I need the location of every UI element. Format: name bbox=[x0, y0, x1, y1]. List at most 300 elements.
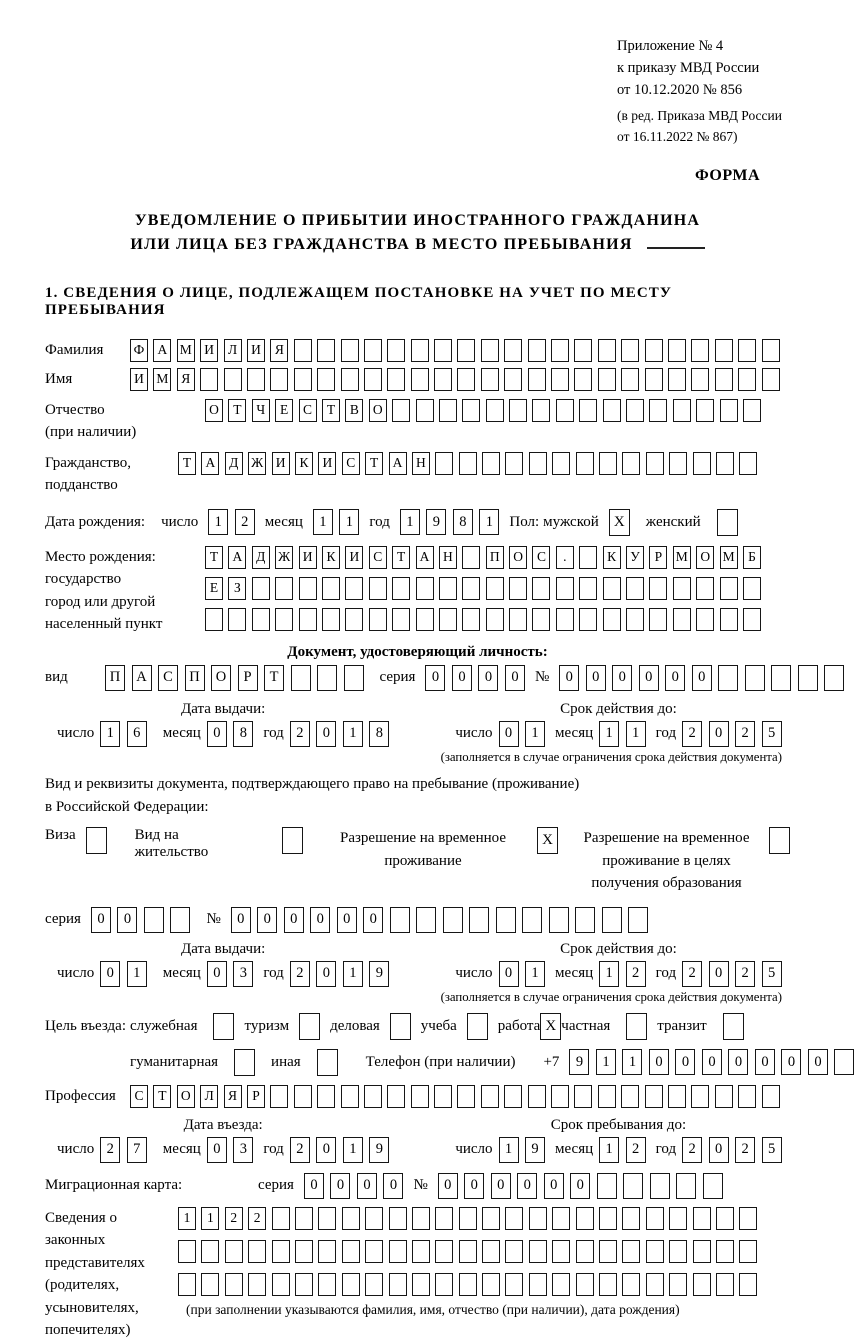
char-box[interactable] bbox=[365, 1207, 383, 1230]
char-box[interactable] bbox=[673, 577, 691, 600]
char-box[interactable]: 3 bbox=[233, 961, 253, 987]
char-box[interactable] bbox=[738, 339, 756, 362]
char-box[interactable] bbox=[342, 1273, 360, 1296]
char-box[interactable] bbox=[532, 577, 550, 600]
char-box[interactable]: З bbox=[228, 577, 246, 600]
char-box[interactable] bbox=[715, 1085, 733, 1108]
char-box[interactable] bbox=[696, 608, 714, 631]
char-box[interactable] bbox=[743, 399, 761, 422]
char-box[interactable]: 2 bbox=[235, 509, 255, 535]
char-box[interactable]: 0 bbox=[117, 907, 137, 933]
char-box[interactable] bbox=[345, 608, 363, 631]
char-box[interactable] bbox=[322, 577, 340, 600]
char-box[interactable]: Л bbox=[224, 339, 242, 362]
char-box[interactable]: 0 bbox=[100, 961, 120, 987]
char-box[interactable] bbox=[621, 368, 639, 391]
char-box[interactable] bbox=[344, 665, 364, 691]
char-box[interactable] bbox=[365, 1273, 383, 1296]
char-box[interactable] bbox=[720, 577, 738, 600]
char-box[interactable] bbox=[824, 665, 844, 691]
char-box[interactable]: Е bbox=[205, 577, 223, 600]
char-box[interactable] bbox=[443, 907, 463, 933]
char-box[interactable] bbox=[739, 452, 757, 475]
char-box[interactable] bbox=[576, 1240, 594, 1263]
checkbox[interactable]: X bbox=[537, 827, 558, 854]
char-box[interactable] bbox=[481, 1085, 499, 1108]
char-box[interactable]: М bbox=[673, 546, 691, 569]
char-box[interactable] bbox=[505, 1207, 523, 1230]
char-box[interactable]: 9 bbox=[369, 1137, 389, 1163]
char-box[interactable]: А bbox=[153, 339, 171, 362]
char-box[interactable] bbox=[693, 1240, 711, 1263]
char-box[interactable]: 1 bbox=[339, 509, 359, 535]
char-box[interactable]: М bbox=[177, 339, 195, 362]
char-box[interactable] bbox=[602, 907, 622, 933]
char-box[interactable] bbox=[743, 577, 761, 600]
char-box[interactable]: И bbox=[200, 339, 218, 362]
char-box[interactable] bbox=[459, 1207, 477, 1230]
char-box[interactable]: 0 bbox=[464, 1173, 484, 1199]
char-box[interactable]: 7 bbox=[127, 1137, 147, 1163]
char-box[interactable] bbox=[715, 339, 733, 362]
char-box[interactable] bbox=[439, 608, 457, 631]
char-box[interactable] bbox=[435, 1273, 453, 1296]
char-box[interactable]: 1 bbox=[343, 721, 363, 747]
char-box[interactable]: П bbox=[185, 665, 205, 691]
char-box[interactable] bbox=[599, 1240, 617, 1263]
char-box[interactable]: С bbox=[299, 399, 317, 422]
char-box[interactable]: 2 bbox=[290, 1137, 310, 1163]
char-box[interactable] bbox=[459, 452, 477, 475]
char-box[interactable] bbox=[459, 1273, 477, 1296]
char-box[interactable] bbox=[575, 907, 595, 933]
char-box[interactable] bbox=[225, 1273, 243, 1296]
char-box[interactable] bbox=[295, 1273, 313, 1296]
char-box[interactable] bbox=[552, 452, 570, 475]
char-box[interactable] bbox=[248, 1240, 266, 1263]
char-box[interactable] bbox=[411, 1085, 429, 1108]
checkbox[interactable] bbox=[769, 827, 790, 854]
char-box[interactable]: 0 bbox=[257, 907, 277, 933]
char-box[interactable]: 2 bbox=[682, 721, 702, 747]
char-box[interactable]: 0 bbox=[728, 1049, 748, 1075]
char-box[interactable]: 0 bbox=[316, 961, 336, 987]
char-box[interactable] bbox=[549, 907, 569, 933]
char-box[interactable] bbox=[178, 1273, 196, 1296]
char-box[interactable] bbox=[650, 1173, 670, 1199]
char-box[interactable]: С bbox=[369, 546, 387, 569]
char-box[interactable] bbox=[522, 907, 542, 933]
char-box[interactable] bbox=[486, 577, 504, 600]
char-box[interactable] bbox=[693, 452, 711, 475]
checkbox[interactable] bbox=[299, 1013, 320, 1040]
char-box[interactable]: К bbox=[295, 452, 313, 475]
char-box[interactable] bbox=[322, 608, 340, 631]
char-box[interactable] bbox=[739, 1207, 757, 1230]
char-box[interactable]: Я bbox=[224, 1085, 242, 1108]
char-box[interactable] bbox=[462, 608, 480, 631]
char-box[interactable]: Р bbox=[238, 665, 258, 691]
char-box[interactable] bbox=[482, 1273, 500, 1296]
char-box[interactable] bbox=[252, 608, 270, 631]
char-box[interactable] bbox=[291, 665, 311, 691]
char-box[interactable]: 9 bbox=[569, 1049, 589, 1075]
char-box[interactable]: 0 bbox=[505, 665, 525, 691]
char-box[interactable] bbox=[342, 1207, 360, 1230]
char-box[interactable] bbox=[649, 399, 667, 422]
char-box[interactable] bbox=[528, 368, 546, 391]
char-box[interactable] bbox=[439, 399, 457, 422]
char-box[interactable]: 8 bbox=[453, 509, 473, 535]
char-box[interactable] bbox=[201, 1273, 219, 1296]
checkbox[interactable] bbox=[467, 1013, 488, 1040]
char-box[interactable]: И bbox=[247, 339, 265, 362]
char-box[interactable] bbox=[457, 368, 475, 391]
char-box[interactable] bbox=[482, 1207, 500, 1230]
char-box[interactable]: А bbox=[132, 665, 152, 691]
char-box[interactable]: 0 bbox=[517, 1173, 537, 1199]
char-box[interactable]: В bbox=[345, 399, 363, 422]
char-box[interactable]: Т bbox=[153, 1085, 171, 1108]
char-box[interactable]: 1 bbox=[400, 509, 420, 535]
char-box[interactable]: 0 bbox=[91, 907, 111, 933]
char-box[interactable] bbox=[738, 368, 756, 391]
char-box[interactable]: 0 bbox=[781, 1049, 801, 1075]
char-box[interactable]: 0 bbox=[570, 1173, 590, 1199]
char-box[interactable] bbox=[318, 1273, 336, 1296]
char-box[interactable] bbox=[294, 1085, 312, 1108]
char-box[interactable] bbox=[743, 608, 761, 631]
char-box[interactable] bbox=[270, 1085, 288, 1108]
char-box[interactable]: 1 bbox=[626, 721, 646, 747]
char-box[interactable] bbox=[552, 1207, 570, 1230]
char-box[interactable]: К bbox=[322, 546, 340, 569]
char-box[interactable]: 5 bbox=[762, 721, 782, 747]
char-box[interactable]: И bbox=[272, 452, 290, 475]
char-box[interactable]: 1 bbox=[313, 509, 333, 535]
char-box[interactable] bbox=[416, 907, 436, 933]
char-box[interactable] bbox=[272, 1207, 290, 1230]
char-box[interactable] bbox=[645, 1085, 663, 1108]
char-box[interactable] bbox=[703, 1173, 723, 1199]
char-box[interactable] bbox=[669, 1207, 687, 1230]
char-box[interactable] bbox=[482, 1240, 500, 1263]
char-box[interactable]: 0 bbox=[586, 665, 606, 691]
char-box[interactable]: П bbox=[105, 665, 125, 691]
char-box[interactable]: 0 bbox=[304, 1173, 324, 1199]
char-box[interactable]: С bbox=[158, 665, 178, 691]
char-box[interactable]: 0 bbox=[310, 907, 330, 933]
char-box[interactable] bbox=[646, 452, 664, 475]
char-box[interactable]: Б bbox=[743, 546, 761, 569]
char-box[interactable]: 0 bbox=[438, 1173, 458, 1199]
char-box[interactable]: 0 bbox=[559, 665, 579, 691]
char-box[interactable] bbox=[505, 1273, 523, 1296]
char-box[interactable] bbox=[739, 1240, 757, 1263]
char-box[interactable] bbox=[434, 1085, 452, 1108]
char-box[interactable] bbox=[341, 339, 359, 362]
char-box[interactable]: 0 bbox=[702, 1049, 722, 1075]
char-box[interactable] bbox=[416, 399, 434, 422]
char-box[interactable] bbox=[646, 1273, 664, 1296]
char-box[interactable] bbox=[435, 1240, 453, 1263]
char-box[interactable] bbox=[762, 339, 780, 362]
char-box[interactable] bbox=[579, 608, 597, 631]
char-box[interactable] bbox=[669, 1240, 687, 1263]
char-box[interactable]: Ч bbox=[252, 399, 270, 422]
char-box[interactable] bbox=[247, 368, 265, 391]
char-box[interactable] bbox=[528, 1085, 546, 1108]
char-box[interactable]: . bbox=[556, 546, 574, 569]
char-box[interactable] bbox=[294, 339, 312, 362]
char-box[interactable]: 8 bbox=[233, 721, 253, 747]
char-box[interactable] bbox=[715, 368, 733, 391]
char-box[interactable] bbox=[576, 1207, 594, 1230]
char-box[interactable]: 0 bbox=[316, 1137, 336, 1163]
char-box[interactable] bbox=[364, 339, 382, 362]
char-box[interactable]: 1 bbox=[622, 1049, 642, 1075]
char-box[interactable]: 0 bbox=[709, 1137, 729, 1163]
char-box[interactable]: И bbox=[318, 452, 336, 475]
char-box[interactable]: 2 bbox=[290, 721, 310, 747]
char-box[interactable]: И bbox=[345, 546, 363, 569]
char-box[interactable]: 1 bbox=[599, 1137, 619, 1163]
char-box[interactable] bbox=[294, 368, 312, 391]
char-box[interactable] bbox=[392, 608, 410, 631]
char-box[interactable] bbox=[170, 907, 190, 933]
char-box[interactable] bbox=[345, 577, 363, 600]
char-box[interactable] bbox=[481, 368, 499, 391]
char-box[interactable] bbox=[411, 339, 429, 362]
char-box[interactable] bbox=[798, 665, 818, 691]
char-box[interactable] bbox=[509, 608, 527, 631]
char-box[interactable]: 0 bbox=[478, 665, 498, 691]
char-box[interactable] bbox=[645, 368, 663, 391]
char-box[interactable] bbox=[576, 452, 594, 475]
char-box[interactable]: 5 bbox=[762, 1137, 782, 1163]
char-box[interactable] bbox=[317, 339, 335, 362]
char-box[interactable]: Р bbox=[247, 1085, 265, 1108]
char-box[interactable] bbox=[299, 577, 317, 600]
char-box[interactable] bbox=[462, 546, 480, 569]
char-box[interactable]: Т bbox=[322, 399, 340, 422]
char-box[interactable]: 2 bbox=[682, 961, 702, 987]
checkbox[interactable] bbox=[717, 509, 738, 536]
char-box[interactable] bbox=[556, 399, 574, 422]
char-box[interactable]: 0 bbox=[808, 1049, 828, 1075]
char-box[interactable] bbox=[529, 452, 547, 475]
char-box[interactable]: О bbox=[177, 1085, 195, 1108]
char-box[interactable] bbox=[295, 1240, 313, 1263]
char-box[interactable]: И bbox=[130, 368, 148, 391]
checkbox[interactable] bbox=[282, 827, 303, 854]
char-box[interactable] bbox=[144, 907, 164, 933]
char-box[interactable] bbox=[529, 1240, 547, 1263]
char-box[interactable]: А bbox=[201, 452, 219, 475]
char-box[interactable] bbox=[621, 1085, 639, 1108]
char-box[interactable]: 1 bbox=[178, 1207, 196, 1230]
char-box[interactable] bbox=[317, 665, 337, 691]
char-box[interactable] bbox=[435, 452, 453, 475]
char-box[interactable] bbox=[412, 1207, 430, 1230]
char-box[interactable] bbox=[364, 1085, 382, 1108]
char-box[interactable] bbox=[696, 399, 714, 422]
char-box[interactable] bbox=[556, 608, 574, 631]
char-box[interactable] bbox=[412, 1240, 430, 1263]
char-box[interactable]: 0 bbox=[425, 665, 445, 691]
char-box[interactable]: 0 bbox=[363, 907, 383, 933]
char-box[interactable] bbox=[504, 368, 522, 391]
char-box[interactable] bbox=[504, 339, 522, 362]
char-box[interactable]: 1 bbox=[208, 509, 228, 535]
char-box[interactable] bbox=[505, 1240, 523, 1263]
char-box[interactable] bbox=[504, 1085, 522, 1108]
char-box[interactable] bbox=[439, 577, 457, 600]
char-box[interactable] bbox=[364, 368, 382, 391]
char-box[interactable] bbox=[509, 399, 527, 422]
char-box[interactable] bbox=[389, 1207, 407, 1230]
char-box[interactable] bbox=[649, 577, 667, 600]
char-box[interactable] bbox=[317, 368, 335, 391]
char-box[interactable] bbox=[626, 399, 644, 422]
char-box[interactable] bbox=[482, 452, 500, 475]
char-box[interactable]: 2 bbox=[735, 721, 755, 747]
char-box[interactable] bbox=[622, 452, 640, 475]
char-box[interactable] bbox=[669, 452, 687, 475]
char-box[interactable]: Ж bbox=[248, 452, 266, 475]
char-box[interactable] bbox=[716, 1273, 734, 1296]
char-box[interactable]: 5 bbox=[762, 961, 782, 987]
checkbox[interactable] bbox=[723, 1013, 744, 1040]
char-box[interactable] bbox=[275, 577, 293, 600]
char-box[interactable] bbox=[528, 339, 546, 362]
char-box[interactable] bbox=[645, 339, 663, 362]
char-box[interactable] bbox=[532, 399, 550, 422]
char-box[interactable]: 1 bbox=[201, 1207, 219, 1230]
char-box[interactable] bbox=[272, 1240, 290, 1263]
char-box[interactable]: А bbox=[389, 452, 407, 475]
char-box[interactable] bbox=[387, 368, 405, 391]
char-box[interactable] bbox=[762, 1085, 780, 1108]
char-box[interactable]: 2 bbox=[290, 961, 310, 987]
char-box[interactable] bbox=[669, 1273, 687, 1296]
char-box[interactable]: М bbox=[153, 368, 171, 391]
char-box[interactable] bbox=[228, 608, 246, 631]
char-box[interactable] bbox=[738, 1085, 756, 1108]
char-box[interactable] bbox=[597, 1173, 617, 1199]
char-box[interactable]: С bbox=[532, 546, 550, 569]
char-box[interactable]: 0 bbox=[330, 1173, 350, 1199]
char-box[interactable]: 1 bbox=[525, 721, 545, 747]
char-box[interactable] bbox=[603, 399, 621, 422]
char-box[interactable] bbox=[626, 608, 644, 631]
checkbox[interactable]: X bbox=[609, 509, 630, 536]
char-box[interactable]: О bbox=[696, 546, 714, 569]
char-box[interactable]: Т bbox=[392, 546, 410, 569]
char-box[interactable] bbox=[646, 1207, 664, 1230]
char-box[interactable] bbox=[646, 1240, 664, 1263]
char-box[interactable]: 1 bbox=[525, 961, 545, 987]
char-box[interactable] bbox=[387, 1085, 405, 1108]
char-box[interactable]: 0 bbox=[316, 721, 336, 747]
char-box[interactable]: Т bbox=[228, 399, 246, 422]
char-box[interactable] bbox=[532, 608, 550, 631]
char-box[interactable]: И bbox=[299, 546, 317, 569]
char-box[interactable]: Е bbox=[275, 399, 293, 422]
char-box[interactable] bbox=[341, 368, 359, 391]
char-box[interactable] bbox=[416, 608, 434, 631]
char-box[interactable]: 0 bbox=[357, 1173, 377, 1199]
char-box[interactable]: 9 bbox=[426, 509, 446, 535]
char-box[interactable]: 2 bbox=[735, 961, 755, 987]
char-box[interactable] bbox=[552, 1240, 570, 1263]
char-box[interactable] bbox=[622, 1240, 640, 1263]
char-box[interactable] bbox=[626, 577, 644, 600]
char-box[interactable] bbox=[579, 577, 597, 600]
char-box[interactable]: 1 bbox=[499, 1137, 519, 1163]
char-box[interactable]: 1 bbox=[479, 509, 499, 535]
char-box[interactable] bbox=[457, 1085, 475, 1108]
char-box[interactable]: О bbox=[211, 665, 231, 691]
char-box[interactable] bbox=[295, 1207, 313, 1230]
checkbox[interactable] bbox=[390, 1013, 411, 1040]
char-box[interactable]: 1 bbox=[599, 961, 619, 987]
char-box[interactable] bbox=[392, 399, 410, 422]
char-box[interactable] bbox=[649, 608, 667, 631]
char-box[interactable] bbox=[718, 665, 738, 691]
char-box[interactable] bbox=[412, 1273, 430, 1296]
char-box[interactable]: Р bbox=[649, 546, 667, 569]
char-box[interactable]: С bbox=[342, 452, 360, 475]
char-box[interactable] bbox=[365, 1240, 383, 1263]
char-box[interactable] bbox=[435, 1207, 453, 1230]
char-box[interactable] bbox=[668, 1085, 686, 1108]
char-box[interactable]: 0 bbox=[692, 665, 712, 691]
char-box[interactable] bbox=[552, 1273, 570, 1296]
char-box[interactable]: Т bbox=[264, 665, 284, 691]
char-box[interactable] bbox=[673, 399, 691, 422]
char-box[interactable] bbox=[551, 368, 569, 391]
char-box[interactable] bbox=[598, 1085, 616, 1108]
char-box[interactable] bbox=[496, 907, 516, 933]
char-box[interactable] bbox=[668, 368, 686, 391]
char-box[interactable]: П bbox=[486, 546, 504, 569]
checkbox[interactable] bbox=[317, 1049, 338, 1076]
char-box[interactable] bbox=[599, 1207, 617, 1230]
char-box[interactable]: 0 bbox=[675, 1049, 695, 1075]
char-box[interactable] bbox=[745, 665, 765, 691]
char-box[interactable] bbox=[390, 907, 410, 933]
char-box[interactable] bbox=[598, 368, 616, 391]
char-box[interactable] bbox=[225, 1240, 243, 1263]
char-box[interactable] bbox=[275, 608, 293, 631]
char-box[interactable] bbox=[505, 452, 523, 475]
char-box[interactable]: Я bbox=[177, 368, 195, 391]
char-box[interactable] bbox=[771, 665, 791, 691]
char-box[interactable]: Т bbox=[178, 452, 196, 475]
char-box[interactable] bbox=[387, 339, 405, 362]
char-box[interactable]: 1 bbox=[596, 1049, 616, 1075]
char-box[interactable] bbox=[248, 1273, 266, 1296]
char-box[interactable]: 0 bbox=[649, 1049, 669, 1075]
char-box[interactable] bbox=[434, 368, 452, 391]
char-box[interactable]: 0 bbox=[452, 665, 472, 691]
char-box[interactable]: 1 bbox=[599, 721, 619, 747]
char-box[interactable]: 8 bbox=[369, 721, 389, 747]
char-box[interactable] bbox=[720, 399, 738, 422]
char-box[interactable] bbox=[556, 577, 574, 600]
char-box[interactable]: 2 bbox=[100, 1137, 120, 1163]
